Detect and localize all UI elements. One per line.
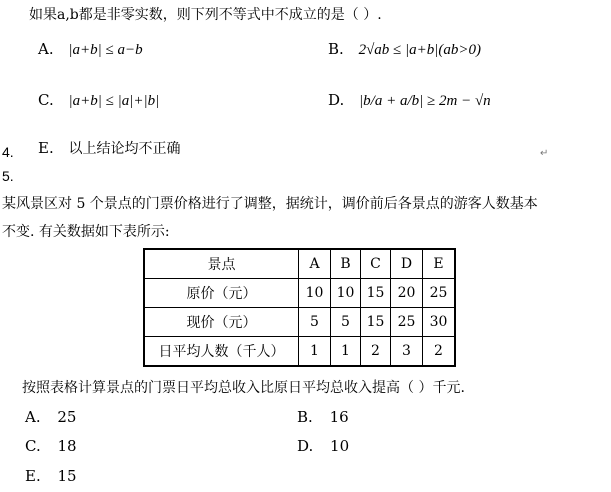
table-cell: 10 (331, 279, 361, 308)
prev-option-a (38, 40, 143, 59)
q5-stem-line1: 某风景区对 5 个景点的门票价格进行了调整，据统计，调价前后各景点的游客人数基本 (2, 196, 538, 212)
table-cell: 2 (423, 337, 456, 367)
table-cell: 1 (299, 337, 331, 367)
option-d-label: D. (328, 91, 345, 109)
q5-stem-line2: 不变. 有关数据如下表所示: (2, 224, 170, 240)
option-d-expression: |b/a + a/b| ≥ 2m − √n (359, 93, 491, 109)
option-a-label: A. (38, 40, 54, 58)
table-cell: 25 (391, 308, 423, 337)
table-header-cell: D (391, 249, 423, 279)
table-cell: 2 (361, 337, 391, 367)
option-label: B. (297, 408, 313, 426)
prev-option-c (38, 91, 159, 110)
return-mark: ↵ (540, 148, 549, 159)
table-cell: 3 (391, 337, 423, 367)
table-cell: 25 (423, 279, 456, 308)
option-value: 16 (329, 408, 349, 426)
table-cell: 5 (299, 308, 331, 337)
table-header-cell: A (299, 249, 331, 279)
table-cell: 现价（元） (144, 308, 299, 337)
question-number-5: 5. (2, 168, 14, 184)
option-a-expression: |a+b| ≤ a−b (68, 42, 143, 58)
table-cell: 20 (391, 279, 423, 308)
option-b-label: B. (328, 40, 344, 58)
q5-question: 按照表格计算景点的门票日平均总收入比原日平均总收入提高（ ）千元. (22, 380, 465, 396)
option-label: E. (25, 467, 41, 485)
table-header-row (144, 249, 455, 279)
table-row (144, 308, 455, 337)
option-c-label: C. (38, 91, 54, 109)
table-cell: 日平均人数（千人） (144, 337, 299, 367)
q5-option-c (25, 437, 77, 455)
q5-option-e (25, 467, 77, 485)
table-cell: 15 (361, 279, 391, 308)
table-header-cell: B (331, 249, 361, 279)
option-value: 25 (57, 408, 77, 426)
price-table (143, 248, 456, 367)
option-b-expression: 2√ab ≤ |a+b|(ab>0) (358, 42, 482, 58)
option-c-expression: |a+b| ≤ |a|+|b| (68, 93, 160, 109)
option-label: D. (297, 437, 314, 455)
table-cell: 15 (361, 308, 391, 337)
option-value: 18 (57, 437, 77, 455)
table-row (144, 337, 455, 367)
table-header-cell: E (423, 249, 456, 279)
table-cell: 10 (299, 279, 331, 308)
option-e-label: E. (38, 139, 54, 157)
prev-question-stem (29, 4, 382, 24)
q5-option-d (297, 437, 349, 455)
option-value: 15 (57, 467, 77, 485)
option-label: A. (25, 408, 41, 426)
table-cell: 原价（元） (144, 279, 299, 308)
table-cell: 1 (331, 337, 361, 367)
prev-option-d (328, 91, 491, 110)
table-header-cell: C (361, 249, 391, 279)
prev-question-stem-text: 如果a,b都是非零实数，则下列不等式中不成立的是（ ）. (29, 7, 382, 23)
option-value: 10 (330, 437, 350, 455)
table-header-cell: 景点 (144, 249, 299, 279)
option-label: C. (25, 437, 41, 455)
table-cell: 30 (423, 308, 456, 337)
question-number-4: 4. (2, 144, 14, 160)
prev-option-b (328, 40, 481, 59)
option-e-text: 以上结论均不正确 (68, 141, 181, 157)
table-row (144, 279, 455, 308)
q5-option-a (25, 408, 76, 426)
table-cell: 5 (331, 308, 361, 337)
q5-option-b (297, 408, 349, 426)
prev-option-e (38, 138, 181, 158)
